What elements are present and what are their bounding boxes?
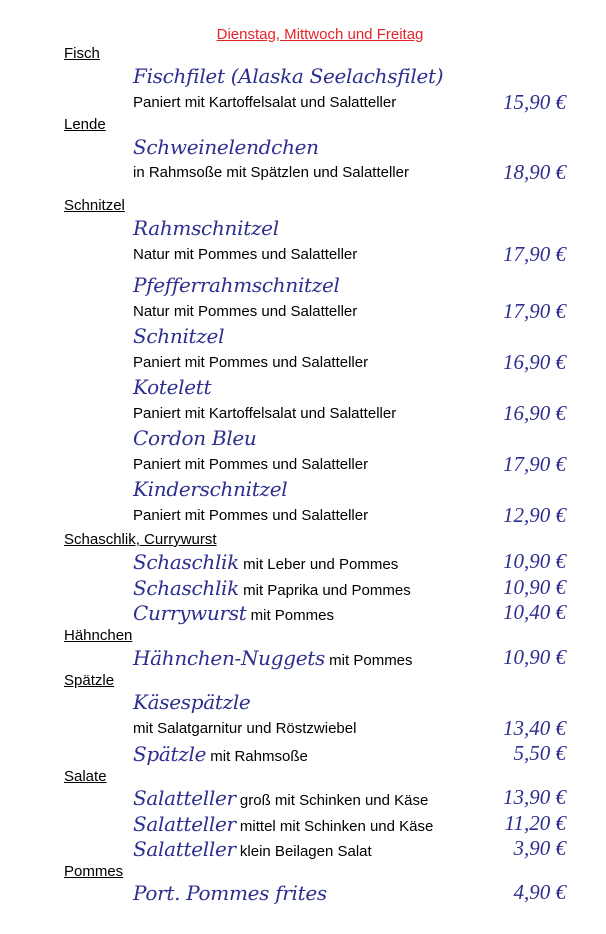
page-title: Dienstag, Mittwoch und Freitag [216, 26, 424, 43]
dish-name-kinderschnitzel: Kinderschnitzel [133, 477, 288, 501]
dish-price-salat-mittel: 11,20 € [504, 811, 566, 835]
dish-row-salat-klein [133, 837, 372, 861]
dish-row-salat-gross [133, 786, 428, 810]
dish-desc-kinderschnitzel: Paniert mit Pommes und Salatteller [133, 507, 369, 524]
dish-price-schnitzel: 16,90 € [503, 350, 566, 374]
dish-name-spaetzle: Spätzle [133, 742, 207, 766]
category-salate: Salate [64, 768, 107, 785]
dish-desc-spaetzle: mit Rahmsoße [206, 748, 308, 765]
dish-desc-rahmschnitzel: Natur mit Pommes und Salatteller [133, 246, 358, 263]
dish-row-nuggets [133, 646, 413, 670]
dish-price-spaetzle: 5,50 € [513, 741, 566, 765]
dish-row-currywurst [133, 601, 334, 625]
dish-name-pommes: Port. Pommes frites [133, 881, 327, 905]
dish-desc-nuggets: mit Pommes [325, 652, 413, 669]
dish-price-schweinelendchen: 18,90 € [503, 160, 566, 184]
dish-desc-cordon-bleu: Paniert mit Pommes und Salatteller [133, 456, 369, 473]
dish-name-pfefferrahmschnitzel: Pfefferrahmschnitzel [133, 273, 340, 297]
dish-price-salat-gross: 13,90 € [503, 785, 566, 809]
dish-name-kaesespaetzle: Käsespätzle [133, 690, 251, 714]
dish-price-rahmschnitzel: 17,90 € [503, 242, 566, 266]
dish-desc-salat-klein: klein Beilagen Salat [235, 843, 372, 860]
dish-name-rahmschnitzel: Rahmschnitzel [133, 216, 279, 240]
dish-price-pommes: 4,90 € [513, 880, 566, 904]
dish-name-salat-mittel: Salatteller [133, 812, 236, 836]
dish-name-cordon-bleu: Cordon Bleu [133, 426, 257, 450]
dish-price-kaesespaetzle: 13,40 € [503, 716, 566, 740]
dish-desc-schweinelendchen: in Rahmsoße mit Spätzlen und Salatteller [133, 164, 409, 181]
dish-desc-kaesespaetzle: mit Salatgarnitur und Röstzwiebel [133, 720, 357, 737]
dish-desc-currywurst: mit Pommes [246, 607, 334, 624]
dish-price-fischfilet: 15,90 € [503, 90, 566, 114]
dish-name-fischfilet: Fischfilet (Alaska Seelachsfilet) [133, 64, 444, 88]
dish-name-nuggets: Hähnchen-Nuggets [133, 646, 326, 670]
dish-price-pfefferrahmschnitzel: 17,90 € [503, 299, 566, 323]
dish-price-currywurst: 10,40 € [503, 600, 566, 624]
category-haehnchen: Hähnchen [64, 627, 133, 644]
category-spaetzle: Spätzle [64, 672, 115, 689]
dish-price-nuggets: 10,90 € [503, 645, 566, 669]
dish-price-kinderschnitzel: 12,90 € [503, 503, 566, 527]
dish-price-schaschlik-leber: 10,90 € [503, 549, 566, 573]
dish-desc-schnitzel: Paniert mit Pommes und Salatteller [133, 354, 369, 371]
dish-desc-salat-gross: groß mit Schinken und Käse [235, 792, 429, 809]
dish-desc-schaschlik-paprika: mit Paprika und Pommes [238, 582, 411, 599]
dish-name-salat-gross: Salatteller [133, 786, 236, 810]
dish-name-schaschlik-leber: Schaschlik [133, 550, 239, 574]
category-fisch: Fisch [64, 45, 100, 62]
dish-name-schnitzel: Schnitzel [133, 324, 225, 348]
dish-name-currywurst: Currywurst [133, 601, 247, 625]
dish-row-schaschlik-leber [133, 550, 398, 574]
dish-desc-salat-mittel: mittel mit Schinken und Käse [235, 818, 434, 835]
dish-desc-fischfilet: Paniert mit Kartoffelsalat und Salatteller [133, 94, 397, 111]
dish-price-salat-klein: 3,90 € [513, 836, 566, 860]
dish-desc-pfefferrahmschnitzel: Natur mit Pommes und Salatteller [133, 303, 358, 320]
category-pommes: Pommes [64, 863, 124, 880]
dish-row-schaschlik-paprika [133, 576, 411, 600]
category-schaschlik: Schaschlik, Currywurst [64, 531, 217, 548]
dish-desc-kotelett: Paniert mit Kartoffelsalat und Salatteller [133, 405, 397, 422]
dish-price-kotelett: 16,90 € [503, 401, 566, 425]
dish-row-spaetzle [133, 742, 308, 766]
dish-price-schaschlik-paprika: 10,90 € [503, 575, 566, 599]
dish-name-schweinelendchen: Schweinelendchen [133, 135, 319, 159]
dish-name-kotelett: Kotelett [133, 375, 212, 399]
dish-name-schaschlik-paprika: Schaschlik [133, 576, 239, 600]
dish-desc-schaschlik-leber: mit Leber und Pommes [238, 556, 399, 573]
category-lende: Lende [64, 116, 106, 133]
category-schnitzel: Schnitzel [64, 197, 125, 214]
dish-price-cordon-bleu: 17,90 € [503, 452, 566, 476]
dish-name-salat-klein: Salatteller [133, 837, 236, 861]
dish-row-salat-mittel [133, 812, 433, 836]
